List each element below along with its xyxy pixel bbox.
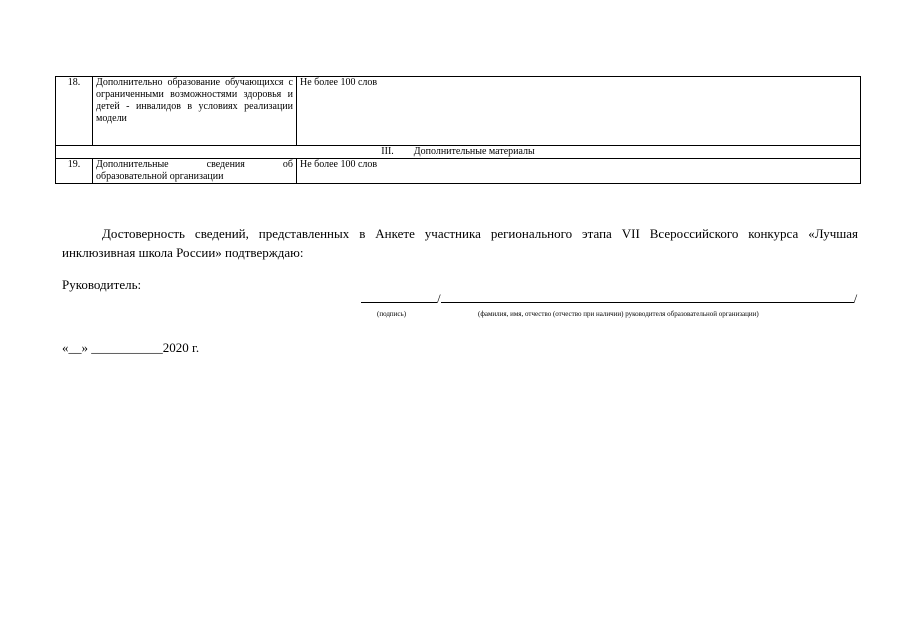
signature-caption: (подпись) — [377, 310, 407, 318]
table-row — [56, 159, 861, 184]
date-day-blank[interactable]: __ — [68, 340, 82, 355]
signature-line — [361, 290, 861, 306]
signature-end: / — [853, 291, 858, 306]
application-form-table — [55, 76, 861, 184]
full-name-caption: (фамилия, имя, отчество (отчество при наличии) руководителя образовательной организации) — [478, 310, 759, 318]
date-close-quote: » — [81, 340, 88, 355]
section-header — [56, 146, 861, 159]
row-limit: Не более 100 слов — [297, 77, 861, 146]
head-label: Руководитель: — [62, 277, 142, 292]
full-name-field[interactable] — [441, 290, 854, 303]
date-month-blank[interactable]: ___________ — [91, 340, 163, 355]
signature-field[interactable] — [361, 290, 437, 303]
signature-separator: / — [437, 291, 441, 306]
row-number: 19. — [56, 159, 93, 184]
section-header-row — [56, 146, 861, 159]
row-criterion: Дополнительные сведения об образовательной организации — [93, 159, 297, 184]
row-limit: Не более 100 слов — [297, 159, 861, 184]
date-open-quote: « — [62, 340, 69, 355]
section-number: III. — [381, 146, 394, 157]
date-year: 2020 г. — [162, 340, 200, 355]
confirmation-text: Достоверность сведений, представленных в Анкете участника регионального этапа VII Всероссийского конкурса «Лучшая инклюзивная школа России» подтверждаю: — [62, 226, 858, 260]
row-criterion: Дополнительно образование обучающихся с ограниченными возможностями здоровья и детей - инвалидов в условиях реализации модели — [93, 77, 297, 146]
date-line — [62, 340, 199, 356]
table-row — [56, 77, 861, 146]
confirmation-paragraph — [62, 224, 858, 262]
row-number: 18. — [56, 77, 93, 146]
section-title: Дополнительные материалы — [413, 146, 535, 157]
